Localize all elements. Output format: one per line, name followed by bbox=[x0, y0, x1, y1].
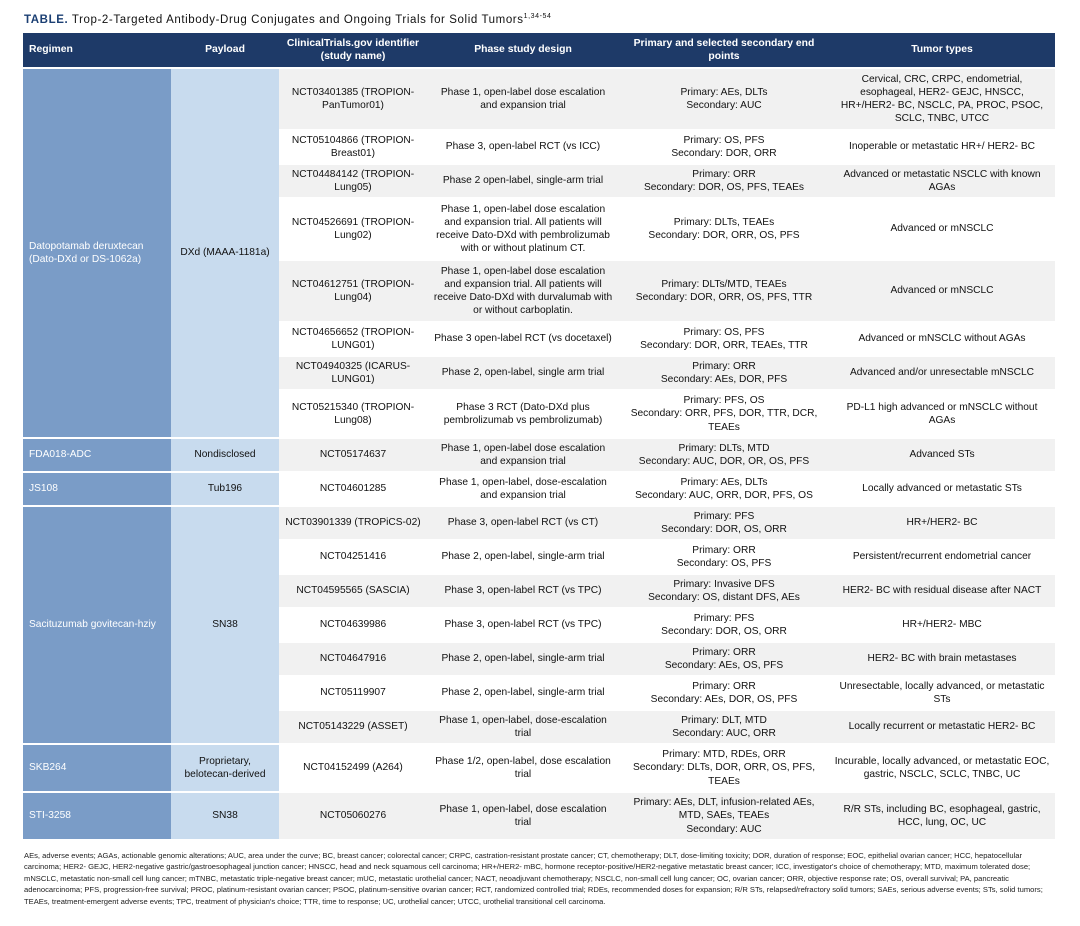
tumor-types-cell: Advanced or metastatic NSCLC with known AGAs bbox=[829, 164, 1055, 198]
secondary-endpoints: Secondary: DOR, ORR, OS, PFS, TTR bbox=[635, 292, 813, 303]
table-label: TABLE. bbox=[24, 13, 69, 26]
primary-endpoints: Primary: PFS bbox=[693, 612, 755, 624]
design-cell: Phase 3 RCT (Dato-DXd plus pembrolizumab vs pembrolizumab) bbox=[427, 390, 619, 438]
regimen-cell: SKB264 bbox=[23, 744, 171, 792]
identifier-cell: NCT04612751 (TROPION-Lung04) bbox=[279, 260, 427, 322]
header-design: Phase study design bbox=[427, 33, 619, 68]
design-cell: Phase 1, open-label, dose-escalation and expansion trial bbox=[427, 472, 619, 506]
primary-endpoints: Primary: AEs, DLTs bbox=[680, 86, 768, 98]
secondary-endpoints: Secondary: DOR, OS, PFS, TEAEs bbox=[643, 182, 805, 193]
header-endpoints: Primary and selected secondary end points bbox=[619, 33, 829, 68]
payload-cell: Nondisclosed bbox=[171, 438, 279, 472]
secondary-endpoints: Secondary: AEs, OS, PFS bbox=[664, 660, 784, 671]
primary-endpoints: Primary: PFS, OS bbox=[683, 395, 765, 407]
identifier-cell: NCT04526691 (TROPION-Lung02) bbox=[279, 198, 427, 260]
tumor-types-cell: Advanced or mNSCLC bbox=[829, 260, 1055, 322]
tumor-types-cell: PD-L1 high advanced or mNSCLC without AGAs bbox=[829, 390, 1055, 438]
endpoints-cell bbox=[619, 574, 829, 608]
table-title-refs: 1,34-54 bbox=[523, 13, 552, 20]
secondary-endpoints: Secondary: DOR, ORR, OS, PFS bbox=[648, 230, 800, 241]
endpoints-cell bbox=[619, 792, 829, 840]
endpoints-cell bbox=[619, 198, 829, 260]
secondary-endpoints: Secondary: DOR, OS, ORR bbox=[661, 626, 787, 637]
identifier-cell: NCT04601285 bbox=[279, 472, 427, 506]
secondary-endpoints: Secondary: DOR, ORR, TEAEs, TTR bbox=[640, 340, 808, 351]
identifier-cell: NCT04152499 (A264) bbox=[279, 744, 427, 792]
identifier-cell: NCT05215340 (TROPION-Lung08) bbox=[279, 390, 427, 438]
secondary-endpoints: Secondary: DLTs, DOR, ORR, OS, PFS, TEAEs bbox=[632, 762, 816, 787]
primary-endpoints: Primary: ORR bbox=[692, 544, 756, 556]
identifier-cell: NCT05104866 (TROPION-Breast01) bbox=[279, 130, 427, 164]
header-tumor-types: Tumor types bbox=[829, 33, 1055, 68]
primary-endpoints: Primary: ORR bbox=[692, 168, 756, 180]
endpoints-cell bbox=[619, 356, 829, 390]
regimen-cell: STI-3258 bbox=[23, 792, 171, 840]
design-cell: Phase 3, open-label RCT (vs ICC) bbox=[427, 130, 619, 164]
tumor-types-cell: Advanced and/or unresectable mNSCLC bbox=[829, 356, 1055, 390]
regimen-cell: Datopotamab deruxtecan (Dato-DXd or DS-1062a) bbox=[23, 68, 171, 438]
table-body bbox=[23, 68, 1055, 840]
endpoints-cell bbox=[619, 68, 829, 130]
identifier-cell: NCT05143229 (ASSET) bbox=[279, 710, 427, 744]
primary-endpoints: Primary: DLTs/MTD, TEAEs bbox=[661, 278, 787, 290]
identifier-cell: NCT05060276 bbox=[279, 792, 427, 840]
design-cell: Phase 2, open-label, single arm trial bbox=[427, 356, 619, 390]
table-title bbox=[24, 13, 552, 26]
design-cell: Phase 1, open-label dose escalation and expansion trial bbox=[427, 68, 619, 130]
table-row bbox=[23, 506, 1055, 540]
identifier-cell: NCT04639986 bbox=[279, 608, 427, 642]
endpoints-cell bbox=[619, 642, 829, 676]
primary-endpoints: Primary: DLTs, MTD bbox=[678, 442, 770, 454]
tumor-types-cell: Unresectable, locally advanced, or metastatic STs bbox=[829, 676, 1055, 710]
tumor-types-cell: Inoperable or metastatic HR+/ HER2- BC bbox=[829, 130, 1055, 164]
primary-endpoints: Primary: AEs, DLTs bbox=[680, 476, 768, 488]
primary-endpoints: Primary: OS, PFS bbox=[683, 326, 765, 338]
secondary-endpoints: Secondary: AEs, DOR, OS, PFS bbox=[650, 694, 798, 705]
endpoints-cell bbox=[619, 390, 829, 438]
regimen-cell: JS108 bbox=[23, 472, 171, 506]
endpoints-cell bbox=[619, 164, 829, 198]
secondary-endpoints: Secondary: AUC, ORR, DOR, PFS, OS bbox=[635, 490, 813, 501]
secondary-endpoints: Secondary: OS, distant DFS, AEs bbox=[648, 592, 800, 603]
table-row bbox=[23, 438, 1055, 472]
regimen-cell: Sacituzumab govitecan-hziy bbox=[23, 506, 171, 744]
payload-cell: DXd (MAAA-1181a) bbox=[171, 68, 279, 438]
design-cell: Phase 1/2, open-label, dose escalation trial bbox=[427, 744, 619, 792]
secondary-endpoints: Secondary: AUC, DOR, OR, OS, PFS bbox=[638, 456, 810, 467]
identifier-cell: NCT04484142 (TROPION-Lung05) bbox=[279, 164, 427, 198]
primary-endpoints: Primary: AEs, DLT, infusion-related AEs, MTD, SAEs, TEAEs bbox=[633, 797, 815, 822]
table-title-text: Trop-2-Targeted Antibody-Drug Conjugates and Ongoing Trials for Solid Tumors bbox=[71, 13, 524, 26]
secondary-endpoints: Secondary: DOR, OS, ORR bbox=[661, 524, 787, 535]
design-cell: Phase 1, open-label, dose-escalation trial bbox=[427, 710, 619, 744]
header-identifier: ClinicalTrials.gov identifier (study name) bbox=[279, 33, 427, 68]
tumor-types-cell: Cervical, CRC, CRPC, endometrial, esophageal, HER2- GEJC, HNSCC, HR+/HER2- BC, NSCLC, PA, PROC, PSOC, SCLC, TNBC, UTCC bbox=[829, 68, 1055, 130]
primary-endpoints: Primary: ORR bbox=[692, 646, 756, 658]
endpoints-cell bbox=[619, 676, 829, 710]
payload-cell: SN38 bbox=[171, 792, 279, 840]
identifier-cell: NCT04647916 bbox=[279, 642, 427, 676]
footnote: AEs, adverse events; AGAs, actionable genomic alterations; AUC, area under the curve; BC, breast cancer; colorectal cancer; CRPC, castration-resistant prostate cancer; CT, chemotherapy; DLT, dose-limiting toxicity; DOR, duration of response; EOC, epithelial ovarian cancer; HCC, hepatocellular carcinoma; HER2- GEJC, HER2-negative gastric/gastroesophageal junction cancer; HNSCC, head and neck squamous cell carcinoma; HR+/HER2- mBC, hormone receptor-positive/HER2-negative metastatic breast cancer; ICC, investigator's choice of chemotherapy; MTD, maximum tolerated dose; mNSCLC, metastatic non-small cell lung cancer; mTNBC, metastatic triple-negative breast cancer; mUC, metastatic urothelial cancer; NACT, neoadjuvant chemotherapy; NSCLC, non-small cell lung cancer; OC, ovarian cancer; ORR, objective response rate; OS, overall survival; PA, pancreatic adenocarcinoma; PFS, progression-free survival; PROC, platinum-resistant ovarian cancer; PSOC, platinum-sensitive ovarian cancer; RCT, randomized controlled trial; RDEs, recommended doses for expansion; R/R STs, relapsed/refractory solid tumors; SAEs, serious adverse events; STs, solid tumors; TEAEs, treatment-emergent adverse events; TPC, treatment of physician's choice; TTR, time to response; UC, urothelial cancer; UTCC, urothelial transitional cell carcinoma. bbox=[24, 851, 1043, 906]
trials-table bbox=[23, 33, 1055, 841]
secondary-endpoints: Secondary: AUC, ORR bbox=[672, 728, 776, 739]
endpoints-cell bbox=[619, 472, 829, 506]
payload-cell: Tub196 bbox=[171, 472, 279, 506]
design-cell: Phase 2 open-label, single-arm trial bbox=[427, 164, 619, 198]
design-cell: Phase 3, open-label RCT (vs TPC) bbox=[427, 608, 619, 642]
tumor-types-cell: Advanced or mNSCLC without AGAs bbox=[829, 322, 1055, 356]
tumor-types-cell: HR+/HER2- BC bbox=[829, 506, 1055, 540]
secondary-endpoints: Secondary: AUC bbox=[686, 100, 762, 111]
secondary-endpoints: Secondary: OS, PFS bbox=[676, 558, 772, 569]
endpoints-cell bbox=[619, 710, 829, 744]
tumor-types-cell: R/R STs, including BC, esophageal, gastric, HCC, lung, OC, UC bbox=[829, 792, 1055, 840]
design-cell: Phase 1, open-label dose escalation and expansion trial bbox=[427, 438, 619, 472]
endpoints-cell bbox=[619, 438, 829, 472]
design-cell: Phase 3, open-label RCT (vs TPC) bbox=[427, 574, 619, 608]
design-cell: Phase 3, open-label RCT (vs CT) bbox=[427, 506, 619, 540]
header-row bbox=[23, 33, 1055, 68]
secondary-endpoints: Secondary: ORR, PFS, DOR, TTR, DCR, TEAEs bbox=[630, 408, 818, 433]
tumor-types-cell: HER2- BC with brain metastases bbox=[829, 642, 1055, 676]
tumor-types-cell: Advanced or mNSCLC bbox=[829, 198, 1055, 260]
tumor-types-cell: Advanced STs bbox=[829, 438, 1055, 472]
primary-endpoints: Primary: Invasive DFS bbox=[673, 578, 775, 590]
identifier-cell: NCT05119907 bbox=[279, 676, 427, 710]
tumor-types-cell: HER2- BC with residual disease after NACT bbox=[829, 574, 1055, 608]
endpoints-cell bbox=[619, 130, 829, 164]
table-row bbox=[23, 744, 1055, 792]
identifier-cell: NCT04251416 bbox=[279, 540, 427, 574]
secondary-endpoints: Secondary: AUC bbox=[686, 823, 762, 835]
header-payload: Payload bbox=[171, 33, 279, 68]
primary-endpoints: Primary: OS, PFS bbox=[683, 134, 765, 146]
primary-endpoints: Primary: PFS bbox=[693, 510, 755, 522]
primary-endpoints: Primary: DLTs, TEAEs bbox=[673, 216, 775, 228]
identifier-cell: NCT04595565 (SASCIA) bbox=[279, 574, 427, 608]
tumor-types-cell: Locally advanced or metastatic STs bbox=[829, 472, 1055, 506]
regimen-cell: FDA018-ADC bbox=[23, 438, 171, 472]
design-cell: Phase 2, open-label, single-arm trial bbox=[427, 642, 619, 676]
tumor-types-cell: Persistent/recurrent endometrial cancer bbox=[829, 540, 1055, 574]
identifier-cell: NCT05174637 bbox=[279, 438, 427, 472]
tumor-types-cell: Incurable, locally advanced, or metastatic EOC, gastric, NSCLC, SCLC, TNBC, UC bbox=[829, 744, 1055, 792]
endpoints-cell bbox=[619, 322, 829, 356]
design-cell: Phase 1, open-label dose escalation and expansion trial. All patients will receive Dato-DXd with pembrolizumab with or without platinum CT. bbox=[427, 198, 619, 260]
table-row bbox=[23, 472, 1055, 506]
endpoints-cell bbox=[619, 540, 829, 574]
secondary-endpoints: Secondary: DOR, ORR bbox=[671, 148, 777, 159]
endpoints-cell bbox=[619, 260, 829, 322]
design-cell: Phase 2, open-label, single-arm trial bbox=[427, 540, 619, 574]
header-regimen: Regimen bbox=[23, 33, 171, 68]
payload-cell: Proprietary, belotecan-derived bbox=[171, 744, 279, 792]
design-cell: Phase 1, open-label dose escalation and expansion trial. All patients will receive Dato-DXd with durvalumab with or without carboplatin. bbox=[427, 260, 619, 322]
tumor-types-cell: HR+/HER2- MBC bbox=[829, 608, 1055, 642]
identifier-cell: NCT03401385 (TROPION-PanTumor01) bbox=[279, 68, 427, 130]
primary-endpoints: Primary: ORR bbox=[692, 360, 756, 372]
endpoints-cell bbox=[619, 608, 829, 642]
primary-endpoints: Primary: ORR bbox=[692, 680, 756, 692]
table-row bbox=[23, 68, 1055, 130]
design-cell: Phase 1, open-label, dose escalation trial bbox=[427, 792, 619, 840]
identifier-cell: NCT04656652 (TROPION-LUNG01) bbox=[279, 322, 427, 356]
primary-endpoints: Primary: DLT, MTD bbox=[681, 714, 767, 726]
identifier-cell: NCT04940325 (ICARUS-LUNG01) bbox=[279, 356, 427, 390]
secondary-endpoints: Secondary: AEs, DOR, PFS bbox=[660, 374, 788, 385]
endpoints-cell bbox=[619, 506, 829, 540]
design-cell: Phase 2, open-label, single-arm trial bbox=[427, 676, 619, 710]
tumor-types-cell: Locally recurrent or metastatic HER2- BC bbox=[829, 710, 1055, 744]
table-row bbox=[23, 792, 1055, 840]
endpoints-cell bbox=[619, 744, 829, 792]
payload-cell: SN38 bbox=[171, 506, 279, 744]
primary-endpoints: Primary: MTD, RDEs, ORR bbox=[662, 749, 786, 761]
design-cell: Phase 3 open-label RCT (vs docetaxel) bbox=[427, 322, 619, 356]
identifier-cell: NCT03901339 (TROPiCS-02) bbox=[279, 506, 427, 540]
